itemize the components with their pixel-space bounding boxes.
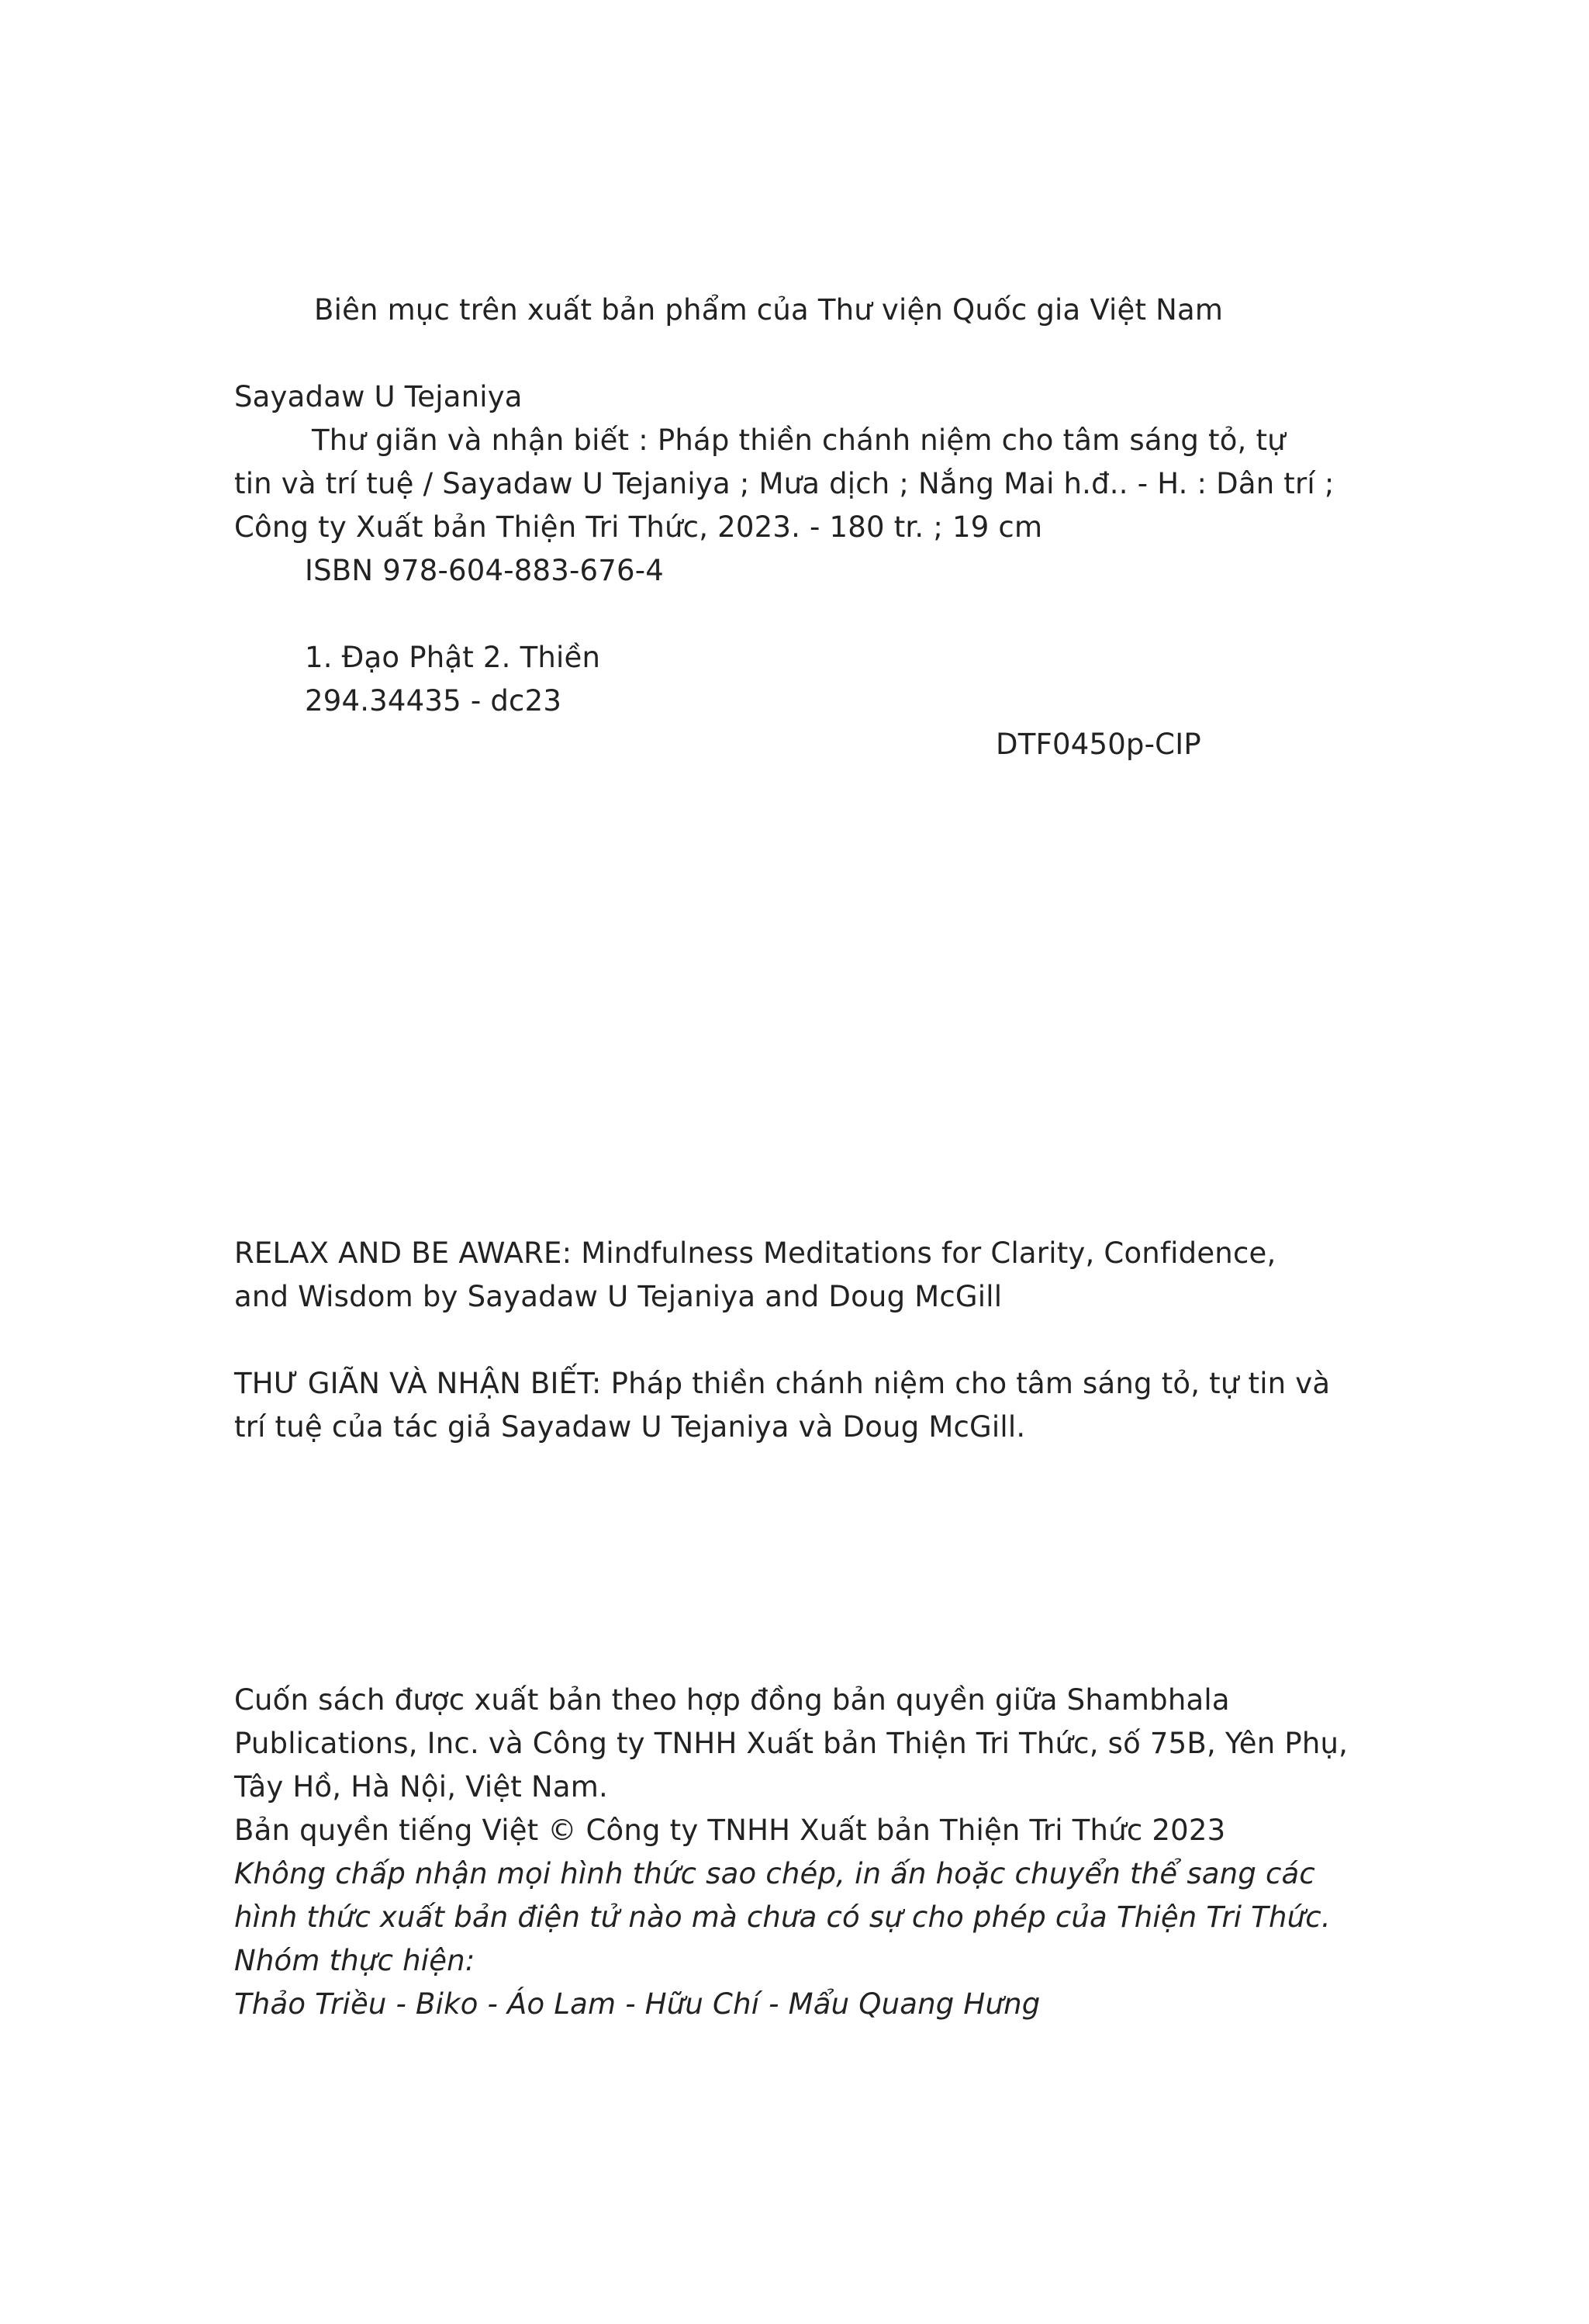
cip-subjects: 1. Đạo Phật 2. Thiền: [305, 641, 601, 674]
cip-header: Biên mục trên xuất bản phẩm của Thư viện Quốc gia Việt Nam: [314, 293, 1224, 327]
cip-record-id: DTF0450p-CIP: [996, 728, 1201, 761]
vietnamese-title-line-2: trí tuệ của tác giả Sayadaw U Tejaniya và Doug McGill.: [234, 1410, 1026, 1444]
cip-classification: 294.34435 - dc23: [305, 684, 562, 718]
cip-author: Sayadaw U Tejaniya: [234, 380, 523, 413]
contract-line-1: Cuốn sách được xuất bản theo hợp đồng bản quyền giữa Shambhala: [234, 1683, 1230, 1717]
contract-line-3: Tây Hồ, Hà Nội, Việt Nam.: [234, 1770, 608, 1804]
original-title-line-1: RELAX AND BE AWARE: Mindfulness Meditations for Clarity, Confidence,: [234, 1236, 1276, 1270]
cip-description-line-3: Công ty Xuất bản Thiện Tri Thức, 2023. - 180 tr. ; 19 cm: [234, 510, 1043, 544]
vietnamese-title-line-1: THƯ GIÃN VÀ NHẬN BIẾT: Pháp thiền chánh niệm cho tâm sáng tỏ, tự tin và: [234, 1367, 1331, 1400]
cip-isbn: ISBN 978-604-883-676-4: [305, 554, 665, 587]
team-members: Thảo Triều - Biko - Áo Lam - Hữu Chí - Mẩu Quang Hưng: [234, 1987, 1041, 2021]
restriction-line-1: Không chấp nhận mọi hình thức sao chép, in ấn hoặc chuyển thể sang các: [234, 1857, 1315, 1890]
cip-description-line-1: Thư giãn và nhận biết : Pháp thiền chánh niệm cho tâm sáng tỏ, tự: [312, 424, 1286, 457]
restriction-line-2: hình thức xuất bản điện tử nào mà chưa có sự cho phép của Thiện Tri Thức.: [234, 1900, 1331, 1934]
copyright-line: Bản quyền tiếng Việt © Công ty TNHH Xuất bản Thiện Tri Thức 2023: [234, 1814, 1226, 1847]
cip-description-line-2: tin và trí tuệ / Sayadaw U Tejaniya ; Mưa dịch ; Nắng Mai h.đ.. - H. : Dân trí ;: [234, 467, 1335, 500]
original-title-line-2: and Wisdom by Sayadaw U Tejaniya and Doug McGill: [234, 1280, 1003, 1313]
team-label: Nhóm thực hiện:: [234, 1944, 475, 1977]
contract-line-2: Publications, Inc. và Công ty TNHH Xuất bản Thiện Tri Thức, số 75B, Yên Phụ,: [234, 1727, 1349, 1760]
